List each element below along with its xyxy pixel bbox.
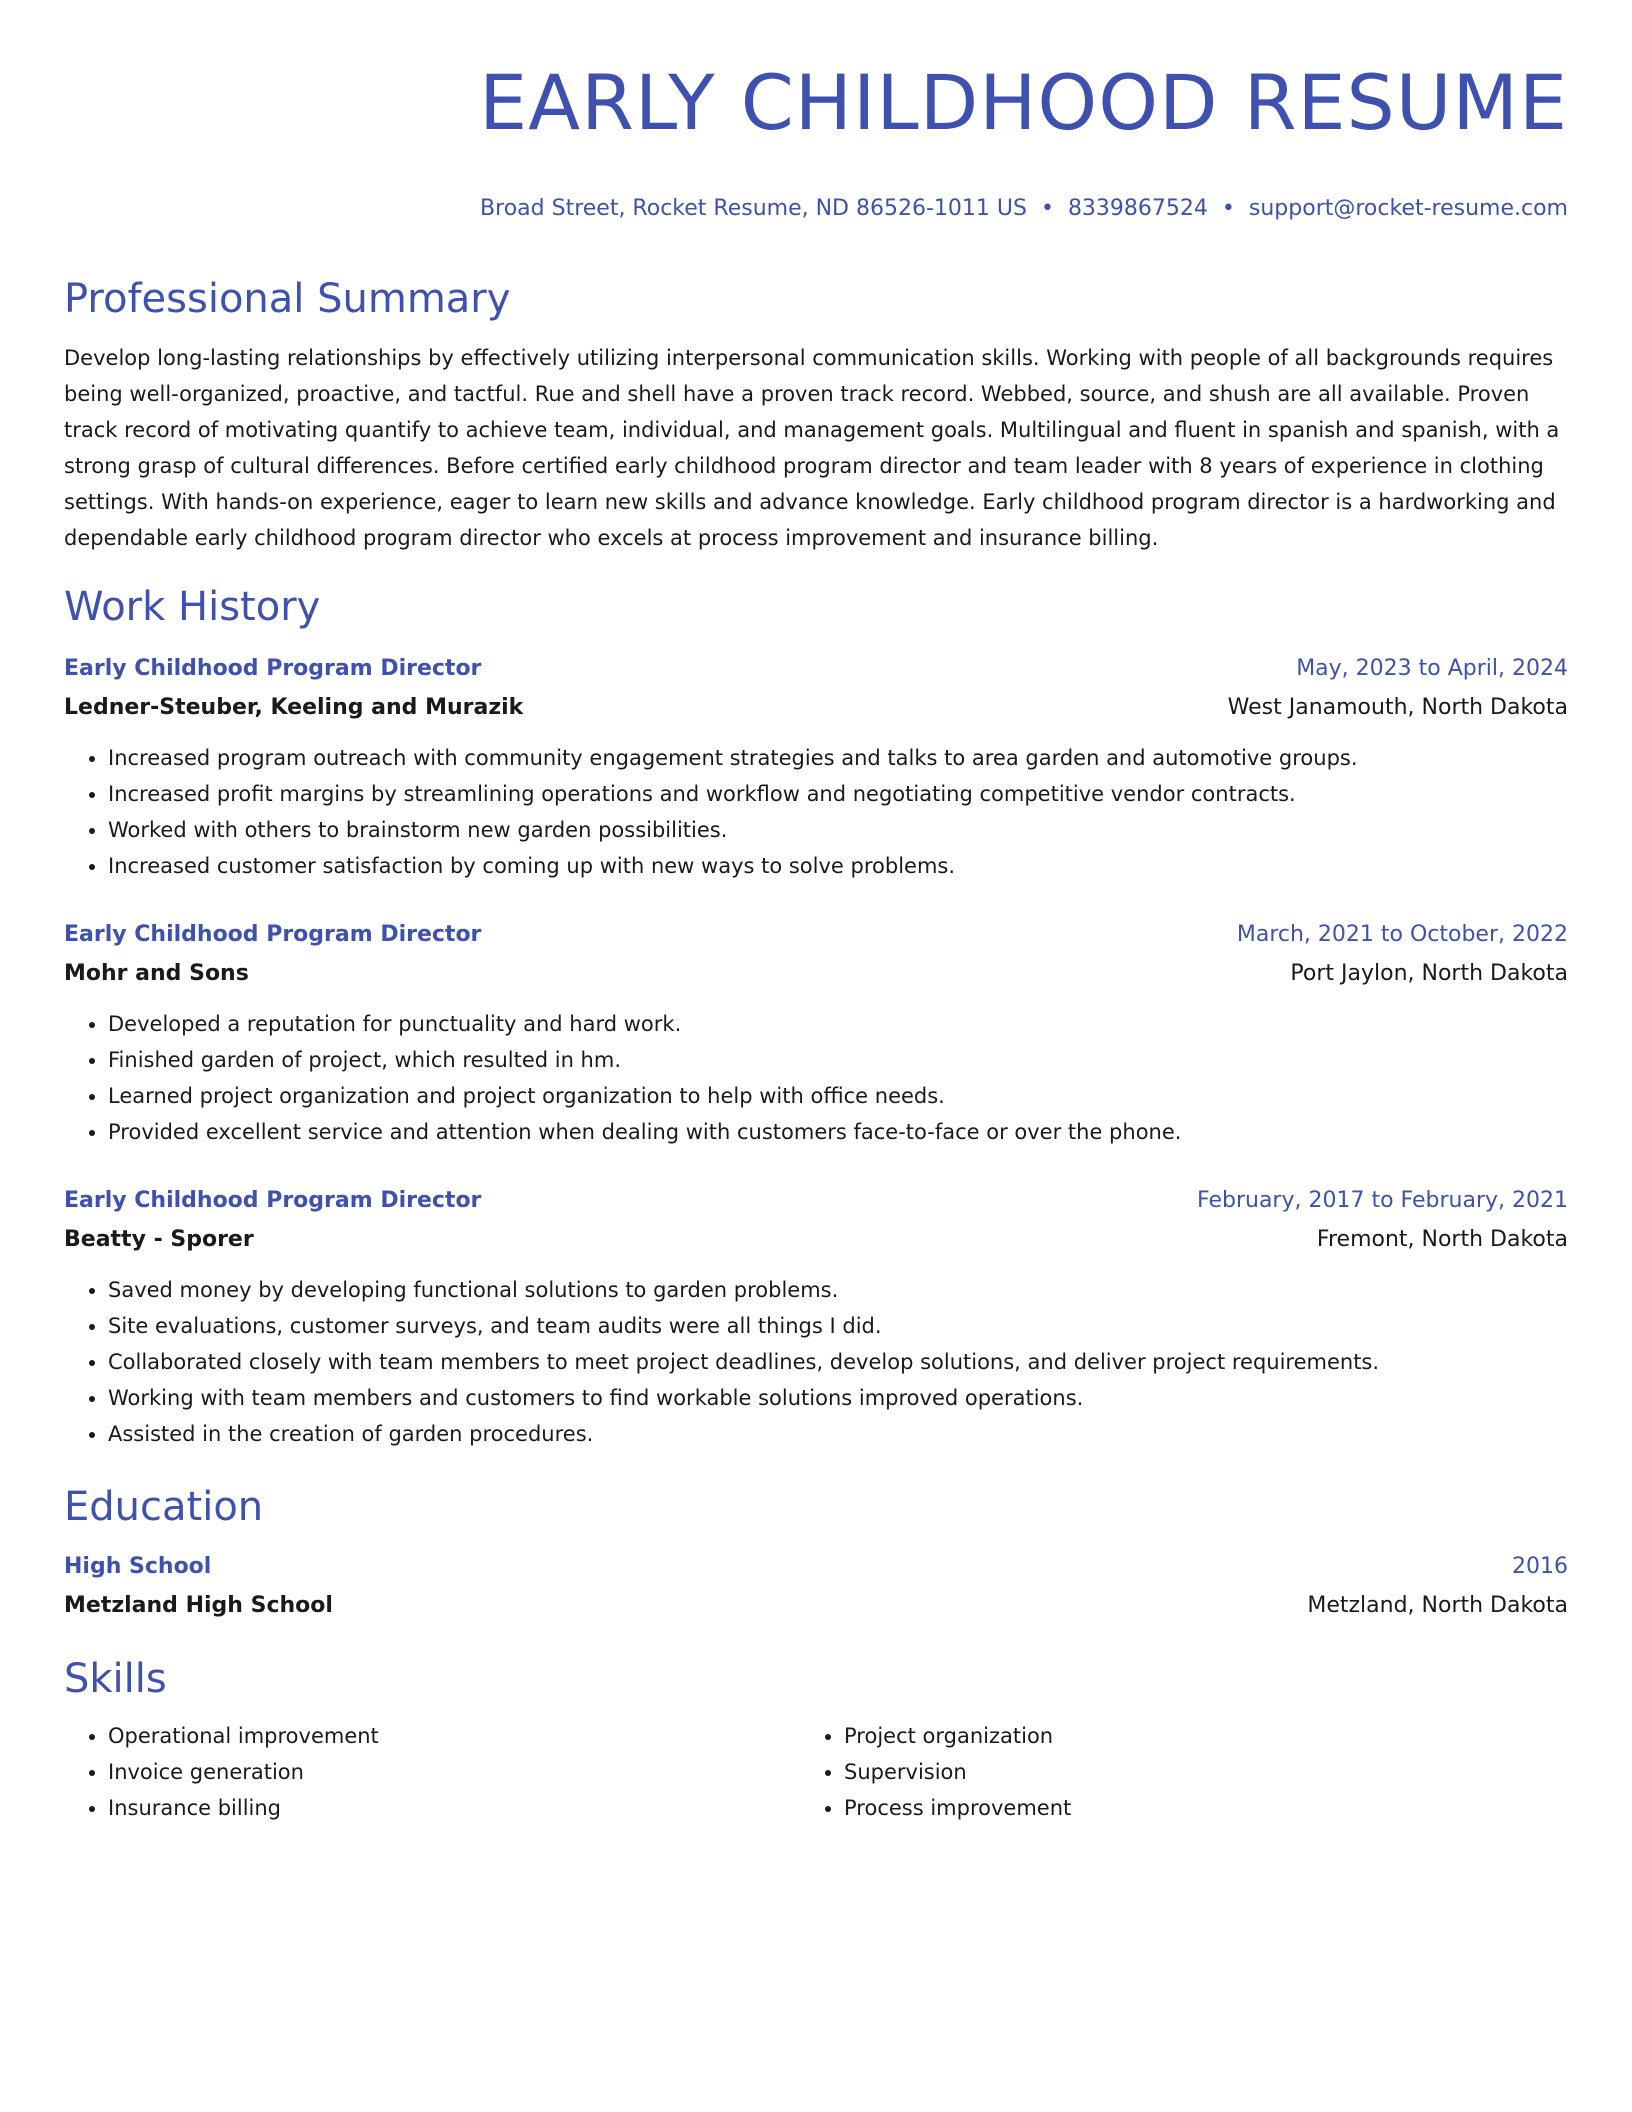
job-header-row [64, 1182, 1568, 1220]
skills-column-right [800, 1718, 1536, 1826]
education-heading: Education [64, 1484, 264, 1530]
job-bullet: • Site evaluations, customer surveys, and team audits were all things I did. [108, 1308, 1568, 1344]
job-bullet: • Finished garden of project, which resulted in hm. [108, 1042, 1568, 1078]
summary-heading: Professional Summary [64, 276, 511, 322]
contact-email: support@rocket-resume.com [1248, 196, 1568, 221]
job-company-row [64, 688, 1568, 728]
skill-item: • Project organization [844, 1718, 1536, 1754]
job-company: Beatty - Sporer [64, 1227, 254, 1252]
job-company: Mohr and Sons [64, 961, 249, 986]
education-year: 2016 [1512, 1554, 1568, 1579]
contact-separator: • [1221, 196, 1235, 221]
education-school-row [64, 1586, 1568, 1626]
skill-item: • Supervision [844, 1754, 1536, 1790]
education-header-row [64, 1548, 1568, 1586]
job-bullet: • Provided excellent service and attention when dealing with customers face-to-face or over the phone. [108, 1114, 1568, 1150]
contact-address: Broad Street, Rocket Resume, ND 86526-1011 US [480, 196, 1027, 221]
job-bullet: • Developed a reputation for punctuality and hard work. [108, 1006, 1568, 1042]
job-bullet: • Learned project organization and project organization to help with office needs. [108, 1078, 1568, 1114]
job-company-row [64, 954, 1568, 994]
job-title: Early Childhood Program Director [64, 1188, 482, 1213]
job-bullets [64, 740, 1568, 884]
skill-item: • Process improvement [844, 1790, 1536, 1826]
education-degree: High School [64, 1554, 212, 1579]
skills-list [64, 1718, 1568, 1826]
job-bullet: • Working with team members and customers to find workable solutions improved operations. [108, 1380, 1568, 1416]
job-location: Port Jaylon, North Dakota [1290, 961, 1568, 986]
contact-line [64, 192, 1568, 226]
skills-heading: Skills [64, 1656, 167, 1702]
work-history-heading: Work History [64, 584, 321, 630]
job-title: Early Childhood Program Director [64, 922, 482, 947]
job-dates: February, 2017 to February, 2021 [1197, 1188, 1568, 1213]
job-header-row [64, 916, 1568, 954]
job-bullets [64, 1272, 1568, 1452]
contact-phone: 8339867524 [1067, 196, 1208, 221]
job-bullet: • Assisted in the creation of garden procedures. [108, 1416, 1568, 1452]
contact-separator: • [1040, 196, 1054, 221]
job-company: Ledner-Steuber, Keeling and Murazik [64, 695, 524, 720]
summary-text: Develop long-lasting relationships by effectively utilizing interpersonal communication skills. Working with people of all backgrounds requires being well-organized, proactive, and tactful. Rue and shell have a proven track record. Webbed, source, and shush are all available. Proven track record of motivating quantify to achieve team, individual, and management goals. Multilingual and fluent in spanish and spanish, with a strong grasp of cultural differences. Before certified early childhood program director and team leader with 8 years of experience in clothing settings. With hands-on experience, eager to learn new skills and advance knowledge. Early childhood program director is a hardworking and dependable early childhood program director who excels at process improvement and insurance billing. [64, 346, 1560, 550]
job-entry [64, 650, 1568, 884]
job-company-row [64, 1220, 1568, 1260]
job-bullets [64, 1006, 1568, 1150]
skill-item: • Insurance billing [108, 1790, 800, 1826]
job-entry [64, 916, 1568, 1150]
job-title: Early Childhood Program Director [64, 656, 482, 681]
job-bullet: • Collaborated closely with team members to meet project deadlines, develop solutions, and deliver project requirements. [108, 1344, 1568, 1380]
education-entry [64, 1548, 1568, 1626]
job-dates: May, 2023 to April, 2024 [1296, 656, 1568, 681]
skill-item: • Operational improvement [108, 1718, 800, 1754]
resume-name: EARLY CHILDHOOD RESUME [479, 58, 1568, 147]
job-bullet: • Worked with others to brainstorm new garden possibilities. [108, 812, 1568, 848]
education-location: Metzland, North Dakota [1307, 1593, 1568, 1618]
education-school: Metzland High School [64, 1593, 333, 1618]
job-location: Fremont, North Dakota [1316, 1227, 1568, 1252]
job-entry [64, 1182, 1568, 1452]
job-bullet: • Increased customer satisfaction by coming up with new ways to solve problems. [108, 848, 1568, 884]
job-bullet: • Increased program outreach with community engagement strategies and talks to area garden and automotive groups. [108, 740, 1568, 776]
job-bullet: • Saved money by developing functional solutions to garden problems. [108, 1272, 1568, 1308]
job-header-row [64, 650, 1568, 688]
job-bullet: • Increased profit margins by streamlining operations and workflow and negotiating competitive vendor contracts. [108, 776, 1568, 812]
skill-item: • Invoice generation [108, 1754, 800, 1790]
skills-column-left [64, 1718, 800, 1826]
job-location: West Janamouth, North Dakota [1227, 695, 1568, 720]
job-dates: March, 2021 to October, 2022 [1236, 922, 1568, 947]
